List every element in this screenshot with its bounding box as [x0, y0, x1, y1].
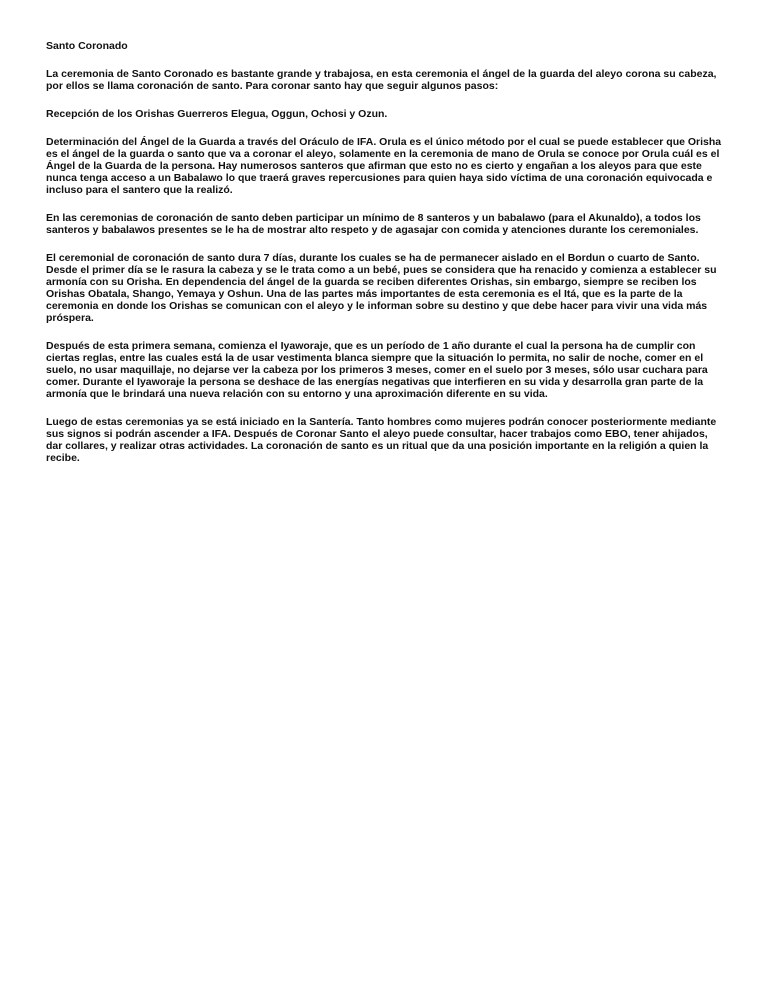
- paragraph-ceremonial-7-dias: El ceremonial de coronación de santo dura 7 días, durante los cuales se ha de permanecer aislado en el Bordun o cuarto de Santo. Desde el primer día se le rasura la cabeza y se le trata como a un bebé, pues se considera que ha renacido y comienza a establecer su armonía con su Orisha. En dependencia del ángel de la guarda se reciben diferentes Orishas, sin embargo, siempre se reciben los Orishas Obatala, Shango, Yemaya y Oshun. Una de las partes más importantes de esta ceremonia es el Itá, que es la parte de la ceremonia en donde los Orishas se comunican con el aleyo y le informan sobre su destino y que debe hacer para vivir una vida más próspera.: [46, 252, 717, 324]
- paragraph-intro: La ceremonia de Santo Coronado es bastante grande y trabajosa, en esta ceremonia el ángel de la guarda del aleyo corona su cabeza, por ellos se llama coronación de santo. Para coronar santo hay que seguir algunos pasos:: [46, 68, 717, 92]
- paragraph-iyaworaje: Después de esta primera semana, comienza el Iyaworaje, que es un período de 1 año durante el cual la persona ha de cumplir con ciertas reglas, entre las cuales está la de usar vestimenta blanca siempre que la situación lo permita, no salir de noche, comer en el suelo, no usar maquillaje, no dejarse ver la cabeza por los primeros 3 meses, comer en el suelo por 3 meses, sólo usar cuchara para comer. Durante el Iyaworaje la persona se deshace de las energías negativas que interfieren en su vida y desarrolla gran parte de la armonía que le brindará una nueva relación con su entorno y una aproximación diferente en su vida.: [46, 340, 708, 400]
- paragraph-orishas-guerreros: Recepción de los Orishas Guerreros Elegua, Oggun, Ochosi y Ozun.: [46, 108, 388, 120]
- document-title: Santo Coronado: [46, 40, 128, 52]
- paragraph-angel-de-la-guarda: Determinación del Ángel de la Guarda a través del Oráculo de IFA. Orula es el único método por el cual se puede establecer que Orisha es el ángel de la guarda o santo que va a coronar el aleyo, solamente en la ceremonia de mano de Orula se conoce por Orula cuál es el Ángel de la Guarda de la persona. Hay numerosos santeros que afirman que esto no es cierto y engañan a los aleyos para que este nunca tenga acceso a un Babalawo lo que traerá graves repercusiones para quien haya sido víctima de una coronación equivocada e incluso para el santero que la realizó.: [46, 136, 722, 196]
- paragraph-participantes: En las ceremonias de coronación de santo deben participar un mínimo de 8 santeros y un babalawo (para el Akunaldo), a todos los santeros y babalawos presentes se le ha de mostrar alto respeto y de agasajar con comida y atenciones durante los ceremoniales.: [46, 212, 701, 236]
- paragraph-conclusion: Luego de estas ceremonias ya se está iniciado en la Santería. Tanto hombres como mujeres podrán conocer posteriormente mediante sus signos si podrán ascender a IFA. Después de Coronar Santo el aleyo puede consultar, hacer trabajos como EBO, tener ahijados, dar collares, y realizar otras actividades. La coronación de santo es un ritual que da una posición importante en la religión a quien la recibe.: [46, 416, 717, 464]
- document-page: [46, 40, 726, 480]
